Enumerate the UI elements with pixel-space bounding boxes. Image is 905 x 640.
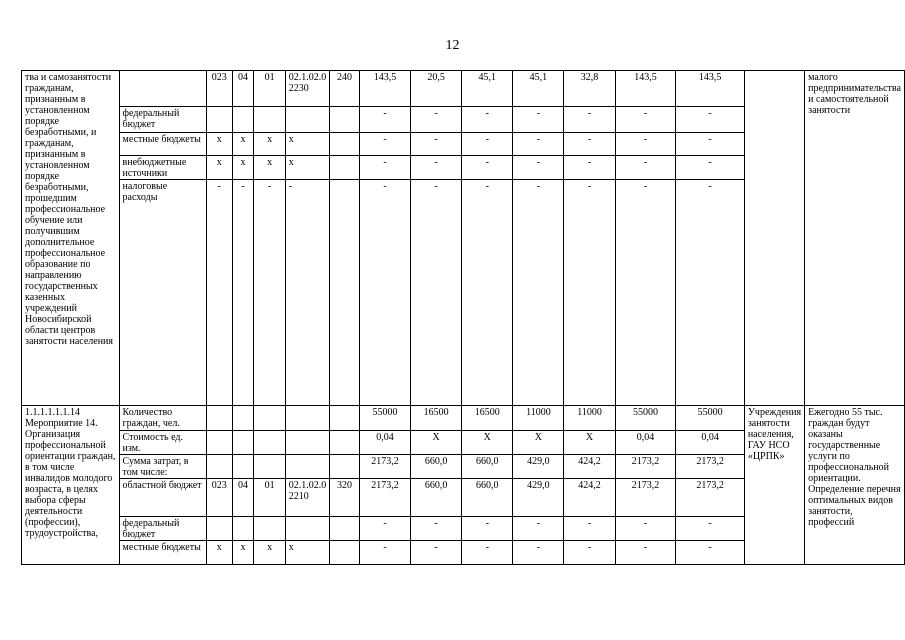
value-cell-grbs <box>206 431 232 455</box>
value-cell-v6: 2173,2 <box>615 455 676 479</box>
value-cell-v7: - <box>676 107 744 133</box>
table-body <box>22 71 905 565</box>
value-cell-v1: - <box>359 156 410 180</box>
value-cell-v1: - <box>359 107 410 133</box>
value-cell-csr: x <box>285 156 330 180</box>
value-cell-v3: - <box>462 107 513 133</box>
executor-cell <box>744 71 804 406</box>
value-cell-v7: 55000 <box>676 406 744 431</box>
value-cell-v4: 429,0 <box>513 479 564 517</box>
value-cell-v4: 11000 <box>513 406 564 431</box>
value-cell-v2: - <box>411 133 462 156</box>
value-cell-pr: - <box>254 180 285 406</box>
value-cell-v4: - <box>513 541 564 565</box>
value-cell-grbs: 023 <box>206 479 232 517</box>
value-cell-vr <box>330 541 360 565</box>
value-cell-v6: 2173,2 <box>615 479 676 517</box>
value-cell-v5: - <box>564 107 615 133</box>
value-cell-pr <box>254 406 285 431</box>
value-cell-v4: 429,0 <box>513 455 564 479</box>
value-cell-v3: - <box>462 133 513 156</box>
indicator-cell: федеральный бюджет <box>119 107 206 133</box>
value-cell-v2: 660,0 <box>411 455 462 479</box>
indicator-cell: Сумма затрат, в том числе: <box>119 455 206 479</box>
value-cell-rz <box>232 406 254 431</box>
value-cell-v5: 11000 <box>564 406 615 431</box>
page-number: 12 <box>445 38 460 53</box>
value-cell-rz: 04 <box>232 71 254 107</box>
value-cell-grbs <box>206 517 232 541</box>
indicator-cell: Стоимость ед. изм. <box>119 431 206 455</box>
value-cell-vr <box>330 107 360 133</box>
value-cell-vr <box>330 156 360 180</box>
value-cell-grbs <box>206 406 232 431</box>
value-cell-grbs <box>206 455 232 479</box>
value-cell-v2: - <box>411 107 462 133</box>
value-cell-v3: - <box>462 156 513 180</box>
value-cell-rz: x <box>232 156 254 180</box>
value-cell-v6: - <box>615 541 676 565</box>
activity-description: тва и самозанятости гражданам, признанным в установленном порядке безработными, и гражданам, признанным в установленном порядке безработными, прошедшим профессиональное обучение или получившим дополнительное профессиональное образование по направлению государственных казенных учреждений Новосибирской области центров занятости населения <box>22 71 120 406</box>
value-cell-rz <box>232 107 254 133</box>
value-cell-grbs <box>206 107 232 133</box>
value-cell-v3: - <box>462 180 513 406</box>
value-cell-v5: - <box>564 517 615 541</box>
value-cell-vr <box>330 455 360 479</box>
value-cell-csr: - <box>285 180 330 406</box>
value-cell-v6: - <box>615 180 676 406</box>
value-cell-v6: 0,04 <box>615 431 676 455</box>
value-cell-grbs: x <box>206 156 232 180</box>
value-cell-v4: X <box>513 431 564 455</box>
value-cell-pr <box>254 107 285 133</box>
value-cell-v5: 424,2 <box>564 455 615 479</box>
value-cell-v4: - <box>513 107 564 133</box>
value-cell-v1: 143,5 <box>359 71 410 107</box>
program-activities-table <box>21 70 905 565</box>
indicator-cell: налоговые расходы <box>119 180 206 406</box>
value-cell-v2: 16500 <box>411 406 462 431</box>
value-cell-v5: - <box>564 156 615 180</box>
value-cell-csr <box>285 517 330 541</box>
value-cell-v5: - <box>564 541 615 565</box>
indicator-cell: федеральный бюджет <box>119 517 206 541</box>
value-cell-pr: x <box>254 541 285 565</box>
value-cell-v2: - <box>411 541 462 565</box>
value-cell-v7: - <box>676 517 744 541</box>
value-cell-vr: 240 <box>330 71 360 107</box>
value-cell-v4: - <box>513 517 564 541</box>
value-cell-v4: - <box>513 180 564 406</box>
value-cell-v6: - <box>615 133 676 156</box>
value-cell-vr: 320 <box>330 479 360 517</box>
executor-cell: Учреждения занятости населения, ГАУ НСО «ЦРПК» <box>744 406 804 565</box>
indicator-cell <box>119 71 206 107</box>
value-cell-vr <box>330 133 360 156</box>
value-cell-v3: 45,1 <box>462 71 513 107</box>
value-cell-v5: 32,8 <box>564 71 615 107</box>
value-cell-v7: 2173,2 <box>676 479 744 517</box>
value-cell-v2: - <box>411 180 462 406</box>
value-cell-v6: 143,5 <box>615 71 676 107</box>
value-cell-v3: - <box>462 517 513 541</box>
value-cell-vr <box>330 180 360 406</box>
value-cell-rz <box>232 455 254 479</box>
indicator-cell: местные бюджеты <box>119 133 206 156</box>
value-cell-rz <box>232 431 254 455</box>
value-cell-v6: 55000 <box>615 406 676 431</box>
value-cell-csr: x <box>285 133 330 156</box>
indicator-cell: внебюджетные источники <box>119 156 206 180</box>
value-cell-pr <box>254 455 285 479</box>
expected-result-cell: Ежегодно 55 тыс. граждан будут оказаны государственные услуги по профессиональной ориентации. Определение перечня оптимальных видов занятости, профессий <box>805 406 905 565</box>
activity-description: 1.1.1.1.1.1.14 Мероприятие 14. Организация профессиональной ориентации граждан, в том числе инвалидов молодого возраста, в целях выбора сферы деятельности (профессии), трудоустройства, <box>22 406 120 565</box>
value-cell-rz: 04 <box>232 479 254 517</box>
value-cell-rz: x <box>232 541 254 565</box>
table-row <box>22 406 905 431</box>
value-cell-v1: - <box>359 133 410 156</box>
value-cell-v2: - <box>411 517 462 541</box>
indicator-cell: местные бюджеты <box>119 541 206 565</box>
value-cell-pr: 01 <box>254 479 285 517</box>
value-cell-csr: 02.1.02.0 2210 <box>285 479 330 517</box>
value-cell-v4: 45,1 <box>513 71 564 107</box>
value-cell-v5: X <box>564 431 615 455</box>
value-cell-grbs: x <box>206 133 232 156</box>
value-cell-v1: - <box>359 541 410 565</box>
value-cell-v7: 143,5 <box>676 71 744 107</box>
value-cell-pr: x <box>254 156 285 180</box>
value-cell-v5: - <box>564 133 615 156</box>
value-cell-pr: x <box>254 133 285 156</box>
value-cell-v6: - <box>615 107 676 133</box>
value-cell-v3: 660,0 <box>462 479 513 517</box>
value-cell-pr <box>254 517 285 541</box>
value-cell-v4: - <box>513 156 564 180</box>
value-cell-v3: - <box>462 541 513 565</box>
value-cell-v1: 55000 <box>359 406 410 431</box>
value-cell-v2: X <box>411 431 462 455</box>
value-cell-v6: - <box>615 156 676 180</box>
value-cell-grbs: - <box>206 180 232 406</box>
value-cell-v7: - <box>676 156 744 180</box>
expected-result-cell: малого предпринимательства и самостоятельной занятости <box>805 71 905 406</box>
value-cell-v4: - <box>513 133 564 156</box>
value-cell-rz <box>232 517 254 541</box>
value-cell-v7: - <box>676 133 744 156</box>
value-cell-rz: - <box>232 180 254 406</box>
value-cell-csr <box>285 406 330 431</box>
value-cell-v1: - <box>359 517 410 541</box>
indicator-cell: Количество граждан, чел. <box>119 406 206 431</box>
value-cell-v1: 2173,2 <box>359 455 410 479</box>
table-row <box>22 71 905 107</box>
value-cell-csr <box>285 431 330 455</box>
value-cell-v2: 660,0 <box>411 479 462 517</box>
value-cell-grbs: x <box>206 541 232 565</box>
value-cell-csr <box>285 455 330 479</box>
value-cell-v3: 660,0 <box>462 455 513 479</box>
value-cell-pr: 01 <box>254 71 285 107</box>
value-cell-v3: 16500 <box>462 406 513 431</box>
value-cell-csr: x <box>285 541 330 565</box>
value-cell-v2: - <box>411 156 462 180</box>
indicator-cell: областной бюджет <box>119 479 206 517</box>
value-cell-v2: 20,5 <box>411 71 462 107</box>
value-cell-v5: - <box>564 180 615 406</box>
value-cell-vr <box>330 431 360 455</box>
value-cell-csr <box>285 107 330 133</box>
value-cell-vr <box>330 517 360 541</box>
value-cell-v1: 2173,2 <box>359 479 410 517</box>
value-cell-v7: 0,04 <box>676 431 744 455</box>
value-cell-v7: - <box>676 180 744 406</box>
value-cell-vr <box>330 406 360 431</box>
value-cell-v1: - <box>359 180 410 406</box>
value-cell-pr <box>254 431 285 455</box>
value-cell-v7: 2173,2 <box>676 455 744 479</box>
value-cell-v6: - <box>615 517 676 541</box>
value-cell-v3: X <box>462 431 513 455</box>
value-cell-grbs: 023 <box>206 71 232 107</box>
value-cell-v1: 0,04 <box>359 431 410 455</box>
value-cell-rz: x <box>232 133 254 156</box>
value-cell-csr: 02.1.02.0 2230 <box>285 71 330 107</box>
value-cell-v5: 424,2 <box>564 479 615 517</box>
value-cell-v7: - <box>676 541 744 565</box>
